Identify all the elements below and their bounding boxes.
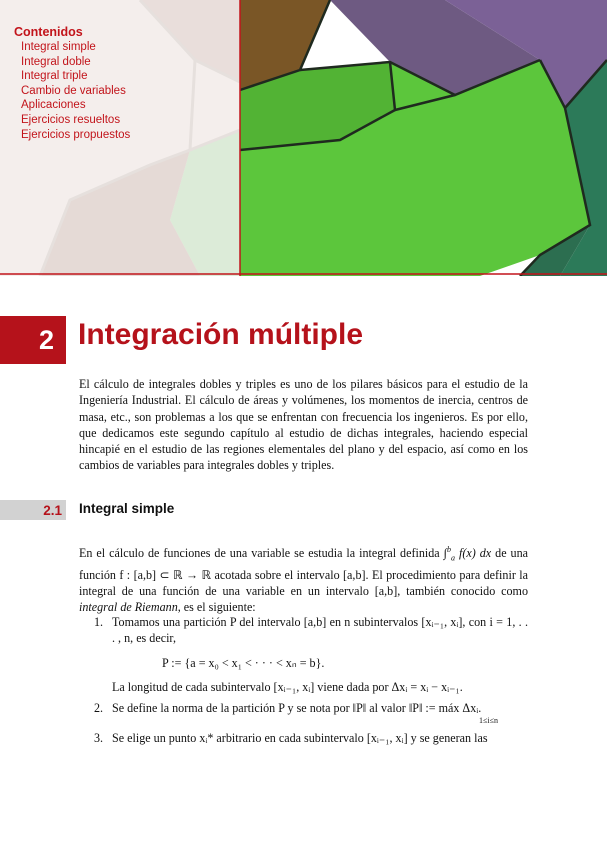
display-equation: P := {a = x₀ < x₁ < · · · < xₙ = b}. bbox=[162, 655, 325, 670]
integrand: f(x) dx bbox=[458, 546, 492, 561]
body-text: En el cálculo de funciones de una variable se estudia la integral definida ∫ bbox=[79, 546, 447, 561]
step-number: 3. bbox=[94, 731, 104, 746]
body-text: , es el siguiente: bbox=[177, 600, 256, 615]
toc-item[interactable]: Integral triple bbox=[21, 70, 88, 83]
step-number: 2. bbox=[94, 701, 104, 716]
chapter-number: 2 bbox=[0, 316, 66, 364]
list-item bbox=[94, 730, 528, 746]
steps-list bbox=[94, 614, 528, 747]
toc-item[interactable]: Ejercicios propuestos bbox=[21, 128, 131, 141]
toc-item[interactable]: Aplicaciones bbox=[21, 99, 86, 112]
toc-item[interactable]: Cambio de variables bbox=[21, 84, 126, 97]
step-text: Se elige un punto xᵢ* arbitrario en cada subintervalo [xᵢ₋₁, xᵢ] y se generan las bbox=[112, 731, 488, 746]
step-text: Tomamos una partición P del intervalo [a,b] en n subintervalos [xᵢ₋₁, xᵢ], con i = 1, . . . , n, es decir, bbox=[112, 615, 528, 646]
toc-item[interactable]: Ejercicios resueltos bbox=[21, 113, 121, 126]
toc-title: Contenidos bbox=[14, 25, 83, 39]
toc-item[interactable]: Integral doble bbox=[21, 55, 91, 68]
body-paragraph: En el cálculo de funciones de una variable se estudia la integral definida ∫$^b_a$ f(x) dx de una función f : [a,b] ⊂ ℝ → ℝ acotada sobre el intervalo [a,b]. El procedimiento para definir la integral de una función de una variable en un intervalo [a,b], también conocido como integral de Riemann, es el siguiente: bbox=[79, 545, 528, 615]
intro-text: El cálculo de integrales dobles y triples es uno de los pilares básicos para el estudio de la Ingeniería Industrial. El cálculo de áreas y volúmenes, los momentos de inercia, centros de masa, etc., son problemas a los que se enfrentan con frecuencia los ingenieros. Es por ello, que dedicamos este segundo capítulo al estudio de dichas integrales, haciendo especial hincapié en el estudio de las regiones elementales del plano y del espacio, así como en los cambios de variables para integrales dobles y triples. bbox=[79, 377, 528, 473]
section-number: 2.1 bbox=[43, 502, 62, 518]
body-text: de una función f : [a,b] ⊂ ℝ → ℝ acotada sobre el intervalo [a,b]. El procedimiento para definir la integral de una función de una variable en un intervalo [a,b], también conocido como bbox=[79, 546, 528, 599]
max-subscript: 1≤i≤n bbox=[478, 716, 498, 726]
section-title: Integral simple bbox=[79, 501, 175, 516]
step-text: Se define la norma de la partición P y se nota por ‖P‖ al valor ‖P‖ := máx Δxᵢ. bbox=[112, 701, 482, 716]
intro-paragraph bbox=[79, 376, 528, 474]
step-number: 1. bbox=[94, 615, 104, 629]
list-item bbox=[94, 614, 528, 695]
step-text: La longitud de cada subintervalo [xᵢ₋₁, xᵢ] viene dada por Δxᵢ = xᵢ − xᵢ₋₁. bbox=[112, 679, 463, 694]
chapter-title: Integración múltiple bbox=[78, 318, 364, 351]
emphasis-term: integral de Riemann bbox=[79, 600, 178, 615]
list-item bbox=[94, 700, 528, 725]
toc-item[interactable]: Integral simple bbox=[21, 41, 96, 53]
table-of-contents bbox=[14, 25, 130, 142]
